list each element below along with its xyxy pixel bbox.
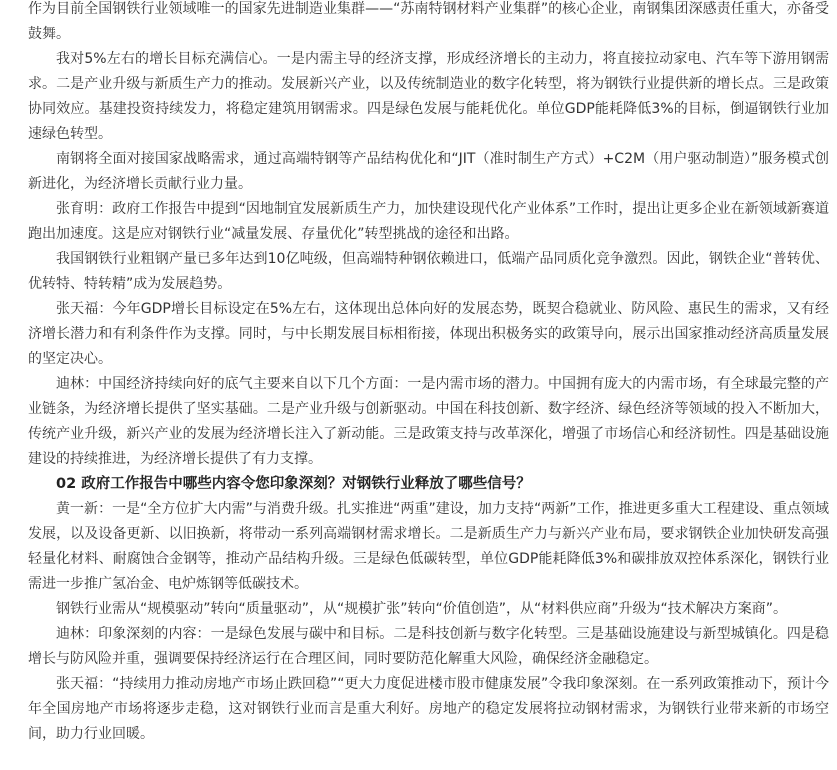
paragraph-zhang-yuming: 张育明：政府工作报告中提到“因地制宜发展新质生产力，加快建设现代化产业体系”工作时，提出让更多企业在新领域新赛道跑出加速度。这是应对钢铁行业“减量发展、存量优化”转型挑战的途径和出路。	[28, 201, 829, 242]
paragraph-huang-yixin: 黄一新：一是“全方位扩大内需”与消费升级。扎实推进“两重”建设，加力支持“两新”工作，推进更多重大工程建设、重点领域发展，以及设备更新、以旧换新，将带动一系列高端钢材需求增长。二是新质生产力与新兴产业布局，要求钢铁企业加快研发高强轻量化材料、耐腐蚀合金钢等，推动产品结构升级。三是绿色低碳转型，单位GDP能耗降低3%和碳排放双控体系深化，钢铁行业需进一步推广氢冶金、电炉炼钢等低碳技术。	[28, 501, 829, 592]
paragraph-nangang-cluster: 作为目前全国钢铁行业领域唯一的国家先进制造业集群——“苏南特钢材料产业集群”的核心企业，南钢集团深感责任重大，亦备受鼓舞。	[28, 1, 829, 42]
paragraph-zhang-tianfu-1: 张天福：今年GDP增长目标设定在5%左右，这体现出总体向好的发展态势，既契合稳就业、防风险、惠民生的需求，又有经济增长潜力和有利条件作为支撑。同时，与中长期发展目标相衔接，体现出积极务实的政策导向，展示出国家推动经济高质量发展的坚定决心。	[28, 301, 829, 367]
paragraph-di-lin-1: 迪林：中国经济持续向好的底气主要来自以下几个方面：一是内需市场的潜力。中国拥有庞大的内需市场，有全球最完整的产业链条，为经济增长提供了坚实基础。二是产业升级与创新驱动。中国在科技创新、数字经济、绿色经济等领域的投入不断加大，传统产业升级，新兴产业的发展为经济增长注入了新动能。三是政策支持与改革深化，增强了市场信心和经济韧性。四是基础设施建设的持续推进，为经济增长提供了有力支撑。	[28, 376, 829, 467]
paragraph-nangang-strategy: 南钢将全面对接国家战略需求，通过高端特钢等产品结构优化和“JIT（准时制生产方式）+C2M（用户驱动制造）”服务模式创新进化，为经济增长贡献行业力量。	[28, 151, 829, 192]
paragraph-di-lin-2: 迪林：印象深刻的内容：一是绿色发展与碳中和目标。二是科技创新与数字化转型。三是基础设施建设与新型城镇化。四是稳增长与防风险并重，强调要保持经济运行在合理区间，同时要防范化解重大风险，确保经济金融稳定。	[28, 626, 829, 667]
section-heading-02: 02 政府工作报告中哪些内容令您印象深刻？对钢铁行业释放了哪些信号？	[56, 476, 531, 492]
paragraph-zhang-tianfu-2: 张天福：“持续用力推动房地产市场止跌回稳”“更大力度促进楼市股市健康发展”令我印象深刻。在一系列政策推动下，预计今年全国房地产市场将逐步走稳，这对钢铁行业而言是重大利好。房地产的稳定发展将拉动钢材需求，为钢铁行业带来新的市场空间，助力行业回暖。	[28, 676, 829, 742]
paragraph-growth-confidence: 我对5%左右的增长目标充满信心。一是内需主导的经济支撑，形成经济增长的主动力，将直接拉动家电、汽车等下游用钢需求。二是产业升级与新质生产力的推动。发展新兴产业，以及传统制造业的数字化转型，将为钢铁行业提供新的增长点。三是政策协同效应。基建投资持续发力，将稳定建筑用钢需求。四是绿色发展与能耗优化。单位GDP能耗降低3%的目标，倒逼钢铁行业加速绿色转型。	[28, 51, 829, 142]
paragraph-steel-transition: 钢铁行业需从“规模驱动”转向“质量驱动”，从“规模扩张”转向“价值创造”，从“材料供应商”升级为“技术解决方案商”。	[56, 601, 788, 617]
paragraph-steel-output: 我国钢铁行业粗钢产量已多年达到10亿吨级，但高端特种钢依赖进口，低端产品同质化竞争激烈。因此，钢铁企业“普转优、优转特、特转精”成为发展趋势。	[28, 251, 829, 292]
